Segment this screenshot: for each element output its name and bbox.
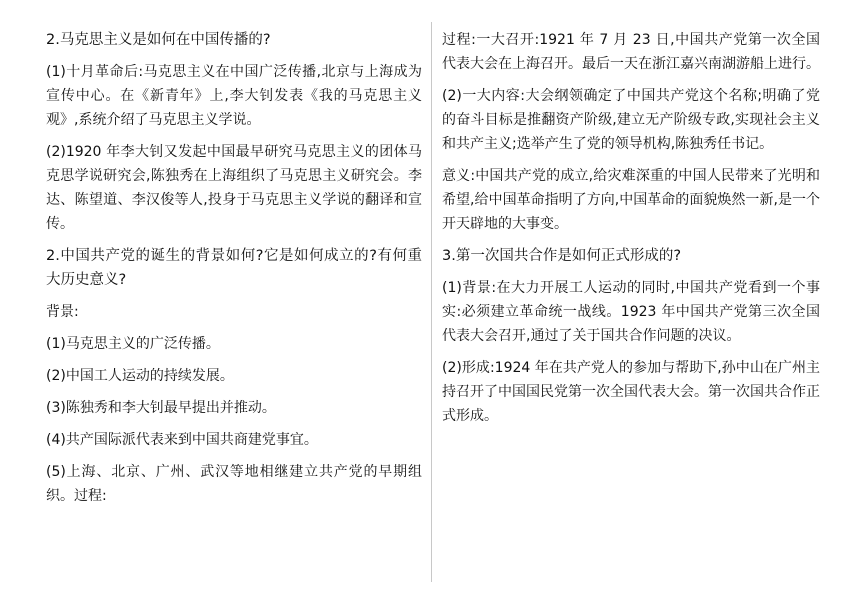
column-divider: [431, 22, 432, 582]
paragraph: (2)形成:1924 年在共产党人的参加与帮助下,孙中山在广州主持召开了中国国民党第一次全国代表大会。第一次国共合作正式形成。: [442, 360, 820, 424]
question-heading: 2.马克思主义是如何在中国传播的?: [46, 32, 271, 48]
paragraph: (2)1920 年李大钊又发起中国最早研究马克思主义的团体马克思学说研究会,陈独秀在上海组织了马克思主义研究会。李达、陈望道、李汉俊等人,投身于马克思主义学说的翻译和宣传。: [46, 144, 422, 232]
paragraph: 意义:中国共产党的成立,给灾难深重的中国人民带来了光明和希望,给中国革命指明了方向,中国革命的面貌焕然一新,是一个开天辟地的大事变。: [442, 168, 820, 232]
list-item: (3)陈独秀和李大钊最早提出并推动。: [46, 400, 276, 416]
question-heading: 3.第一次国共合作是如何正式形成的?: [442, 248, 682, 264]
question-heading: 2.中国共产党的诞生的背景如何?它是如何成立的?有何重大历史意义?: [46, 248, 422, 288]
paragraph: (2)一大内容:大会纲领确定了中国共产党这个名称;明确了党的奋斗目标是推翻资产阶级,建立无产阶级专政,实现社会主义和共产主义;选举产生了党的领导机构,陈独秀任书记。: [442, 88, 820, 152]
list-item: (2)中国工人运动的持续发展。: [46, 368, 234, 384]
paragraph: (1)十月革命后:马克思主义在中国广泛传播,北京与上海成为宣传中心。在《新青年》上,李大钊发表《我的马克思主义观》,系统介绍了马克思主义学说。: [46, 64, 422, 128]
left-column: [46, 28, 422, 516]
list-item: (4)共产国际派代表来到中国共商建党事宜。: [46, 432, 318, 448]
right-column: [442, 28, 820, 436]
section-label: 背景:: [46, 304, 79, 320]
paragraph: (1)背景:在大力开展工人运动的同时,中国共产党看到一个事实:必须建立革命统一战线。1923 年中国共产党第三次全国代表大会召开,通过了关于国共合作问题的决议。: [442, 280, 820, 344]
paragraph: 过程:一大召开:1921 年 7 月 23 日,中国共产党第一次全国代表大会在上海召开。最后一天在浙江嘉兴南湖游船上进行。: [442, 32, 820, 72]
list-item: (1)马克思主义的广泛传播。: [46, 336, 220, 352]
list-item: (5)上海、北京、广州、武汉等地相继建立共产党的早期组织。过程:: [46, 464, 422, 504]
